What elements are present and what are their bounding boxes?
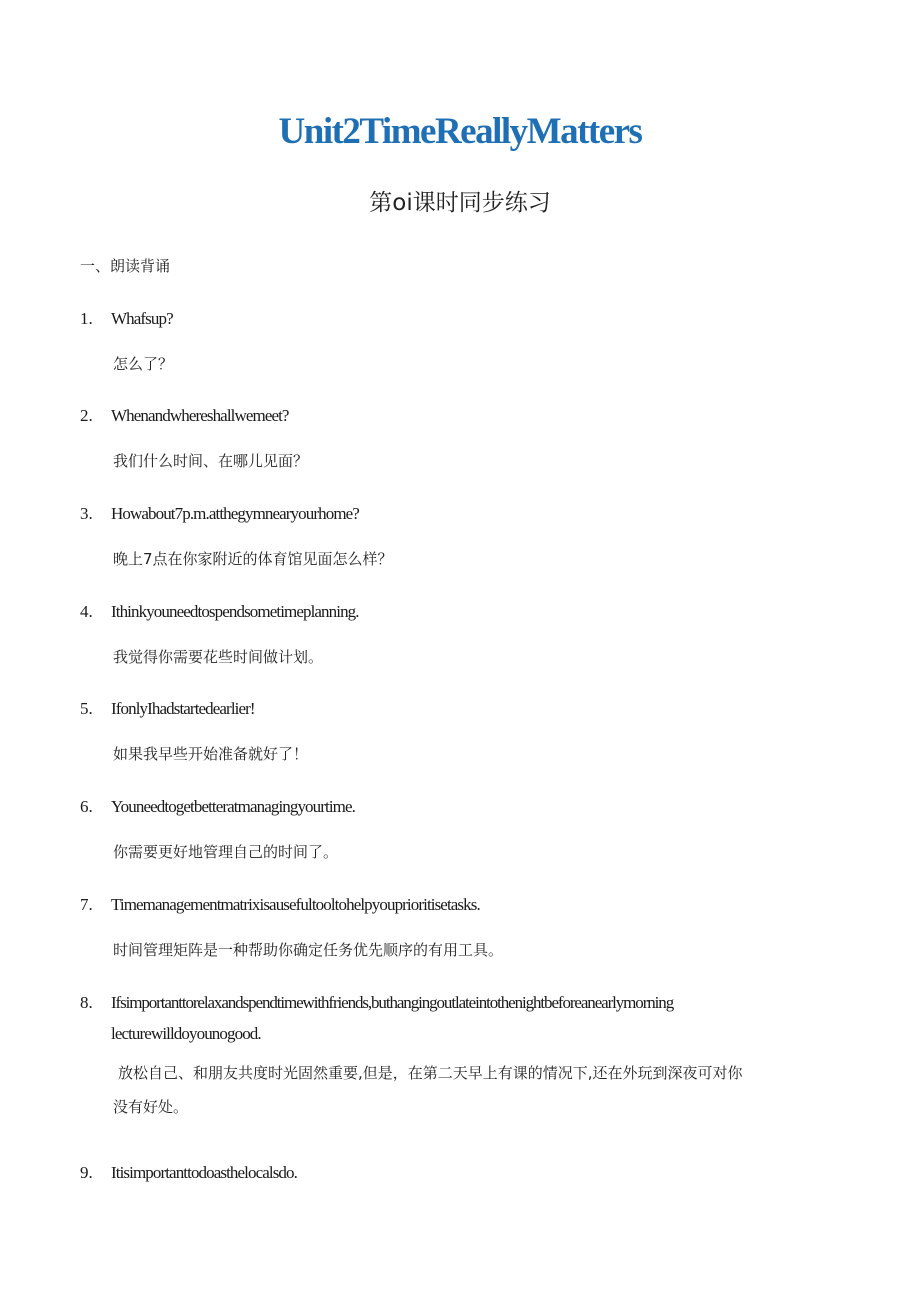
chinese-translation: 我们什么时间、在哪儿见面？ <box>113 452 309 470</box>
item-number: 1. <box>80 309 93 328</box>
list-item <box>80 696 850 766</box>
chinese-translation-line-2: 没有好处。 <box>113 1098 189 1116</box>
chinese-translation: 我觉得你需要花些时间做计划。 <box>113 648 324 666</box>
lesson-subtitle: 第oi课时同步练习 <box>369 190 551 216</box>
list-item <box>80 892 850 962</box>
english-sentence: Whenandwhereshallwemeet? <box>111 406 289 425</box>
chinese-translation: 怎么了？ <box>113 355 174 373</box>
document-title: Unit2TimeReallyMatters <box>278 111 642 152</box>
list-item <box>80 794 850 864</box>
english-sentence-line-2: lecturewilldoyounogood. <box>111 1024 261 1043</box>
english-sentence: IfonlyIhadstartedearlier! <box>111 699 255 718</box>
list-item <box>80 990 850 1119</box>
chinese-translation: 你需要更好地管理自己的时间了。 <box>113 843 339 861</box>
list-item <box>80 1160 850 1186</box>
item-number: 2. <box>80 406 93 425</box>
item-number: 8. <box>80 993 93 1012</box>
english-sentence: Ithinkyouneedtospendsometimeplanning. <box>111 602 359 621</box>
item-number: 9. <box>80 1163 93 1182</box>
english-sentence: Itisimportanttodoasthelocalsdo. <box>111 1163 297 1182</box>
chinese-translation: 如果我早些开始准备就好了！ <box>113 745 309 763</box>
item-number: 4. <box>80 602 93 621</box>
item-number: 3. <box>80 504 93 523</box>
english-sentence: Timemanagementmatrixisausefultooltohelpyouprioritisetasks. <box>111 895 480 914</box>
list-item <box>80 599 850 669</box>
section-heading: 一、朗读背诵 <box>80 257 171 275</box>
list-item <box>80 403 850 473</box>
list-item <box>80 501 850 571</box>
english-sentence-line-1: Ifsimportanttorelaxandspendtimewithfriends,buthangingoutlateintothenightbeforeanearlymorning <box>111 993 674 1012</box>
item-number: 5. <box>80 699 93 718</box>
item-number: 7. <box>80 895 93 914</box>
chinese-translation: 时间管理矩阵是一种帮助你确定任务优先顺序的有用工具。 <box>113 941 504 959</box>
english-sentence: Whafsup? <box>111 309 173 328</box>
chinese-translation-line-1: 放松自己、和朋友共度时光固然重要,但是，在第二天早上有课的情况下,还在外玩到深夜可对你 <box>118 1064 743 1082</box>
chinese-translation: 晚上7点在你家附近的体育馆见面怎么样？ <box>113 550 393 568</box>
english-sentence: Howabout7p.m.atthegymnearyourhome? <box>111 504 359 523</box>
list-item <box>80 306 850 376</box>
english-sentence: Youneedtogetbetteratmanagingyourtime. <box>111 797 355 816</box>
item-number: 6. <box>80 797 93 816</box>
